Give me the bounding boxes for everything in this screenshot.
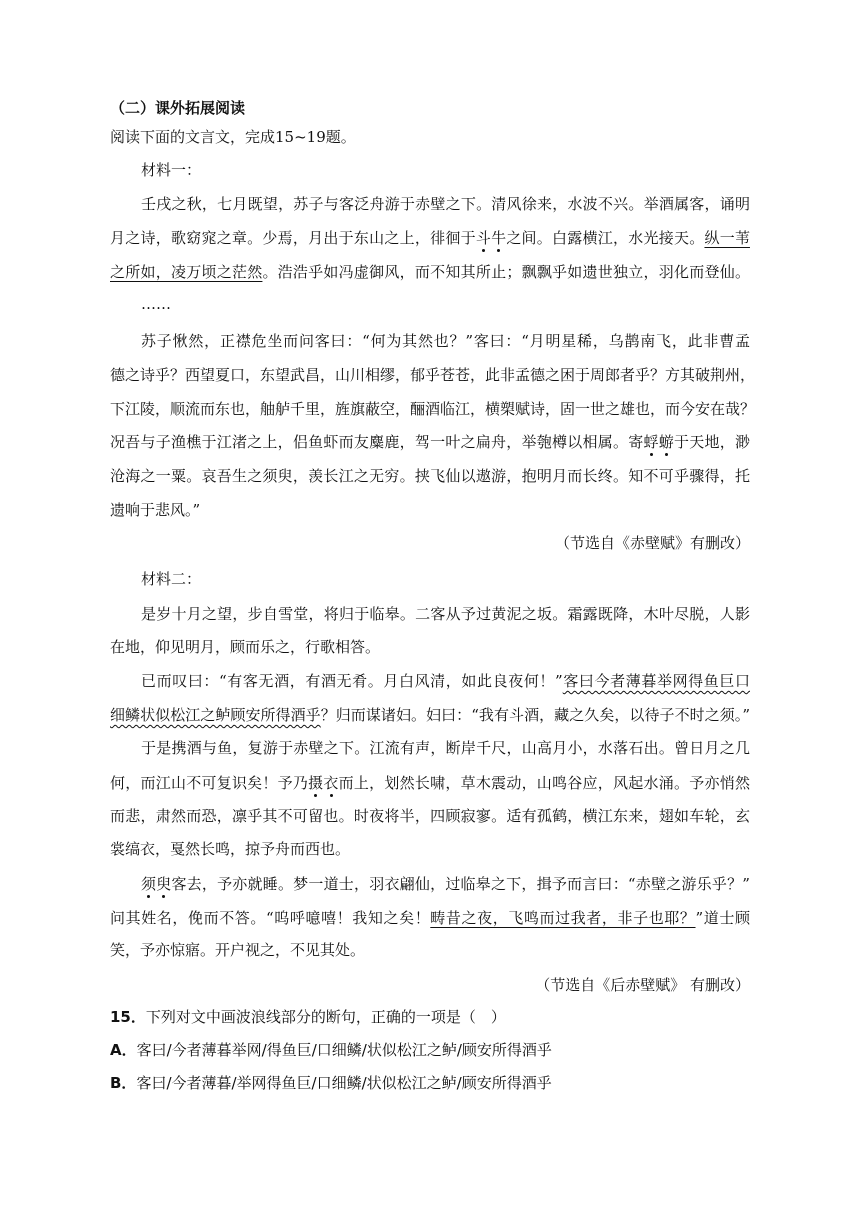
text-run: 而上，划然长啸，草木震动，山鸣谷应，风起水涌。予亦悄然 xyxy=(338,774,750,792)
material1-label: 材料一： xyxy=(141,161,202,179)
m2-p3-line1: 于是携酒与鱼，复游于赤壁之下。江流有声，断岸千尺，山高月小，水落石出。曾日月之几 xyxy=(141,739,750,757)
m2-p1-line1: 是岁十月之望，步自雪堂，将归于临皋。二客从予过黄泥之坂。霜露既降，木叶尽脱，人影 xyxy=(141,605,750,623)
dotted-char: 衣 xyxy=(323,774,339,792)
text-run: 于天地，渺 xyxy=(674,433,750,451)
underlined-phrase: 之所如，凌万顷之茫然 xyxy=(110,263,263,281)
option-text: 客曰/今者薄暮举网/得鱼巨/口细鳞/状似松江之鲈/顾安所得酒乎 xyxy=(136,1041,552,1059)
text-run: 客去，予亦就睡。梦一道士，羽衣翩仙，过临皋之下，揖予而言曰：“赤壁之游乐乎？” xyxy=(171,875,750,893)
option-letter: B． xyxy=(110,1074,137,1092)
m2-p4-line2 xyxy=(110,908,750,928)
wavy-underlined-phrase: 细鳞状似松江之鲈顾安所得酒乎 xyxy=(110,706,321,724)
dotted-char: 牛 xyxy=(491,229,507,247)
m1-p2-line2: 德之诗乎？西望夏口，东望武昌，山川相缪，郁乎苍苍，此非孟德之困于周郎者乎？方其破荆州， xyxy=(110,366,756,384)
m1-p1-line1: 壬戌之秋，七月既望，苏子与客泛舟游于赤壁之下。清风徐来，水波不兴。举酒属客，诵明 xyxy=(141,195,750,213)
m1-p1-line3 xyxy=(110,262,750,282)
dotted-char: 摄 xyxy=(308,774,324,792)
dotted-char: 蜉 xyxy=(643,433,659,451)
dotted-char: 蝣 xyxy=(658,433,674,451)
text-run: 。浩浩乎如冯虚御风，而不知其所止；飘飘乎如遗世独立，羽化而登仙。 xyxy=(262,263,750,281)
dotted-char: 须 xyxy=(141,875,157,893)
dotted-char: 斗 xyxy=(475,229,492,247)
dotted-char: 臾 xyxy=(156,875,172,893)
m2-p3-line2 xyxy=(110,773,750,793)
m2-p4-line3: 笑，予亦惊寤。开户视之，不见其处。 xyxy=(110,941,366,959)
wavy-underlined-phrase: 客曰今者薄暮举网得鱼巨口 xyxy=(562,672,750,690)
text-run: 月之诗，歌窈窕之章。少焉，月出于东山之上，徘徊于 xyxy=(110,229,476,247)
material2-source: （节选自《后赤壁赋》 有删改） xyxy=(535,976,750,994)
option-text: 客曰/今者薄暮/举网得鱼巨/口细鳞/状似松江之鲈/顾安所得酒乎 xyxy=(136,1074,552,1092)
question-15-stem xyxy=(110,1007,750,1027)
m2-p4-line1 xyxy=(141,874,750,894)
text-run: ”道士顾 xyxy=(695,909,750,927)
m1-p1-line2 xyxy=(110,228,750,248)
question-number: 15． xyxy=(110,1008,146,1026)
m2-p3-line3: 而悲，肃然而恐，凛乎其不可留也。时夜将半，四顾寂寥。适有孤鹤，横江东来，翅如车轮，玄 xyxy=(110,807,750,825)
m1-p2-line6: 遗响于悲风。” xyxy=(110,501,201,519)
material1-source: （节选自《赤壁赋》有删改） xyxy=(554,534,750,552)
m1-p2-line1: 苏子愀然，正襟危坐而问客曰：“何为其然也？”客曰：“月明星稀，乌鹊南飞，此非曹孟 xyxy=(141,332,750,350)
question-text: 下列对文中画波浪线部分的断句，正确的一项是（ ） xyxy=(145,1008,506,1026)
m2-p2-line1 xyxy=(141,671,750,691)
material2-label: 材料二： xyxy=(141,570,202,588)
underlined-phrase: 纵一苇 xyxy=(704,229,750,247)
ellipsis: …… xyxy=(141,295,171,313)
m2-p2-line2 xyxy=(110,705,750,725)
text-run: 已而叹曰：“有客无酒，有酒无肴。月白风清，如此良夜何！” xyxy=(141,672,563,690)
text-run: 何，而江山不可复识矣！予乃 xyxy=(110,774,309,792)
option-a[interactable] xyxy=(110,1040,750,1060)
m1-p2-line4 xyxy=(110,432,750,452)
m1-p2-line3: 下江陵，顺流而东也，舳舻千里，旌旗蔽空，酾酒临江，横槊赋诗，固一世之雄也，而今安在哉？ xyxy=(110,400,756,418)
option-letter: A． xyxy=(110,1041,137,1059)
m1-p2-line5: 沧海之一粟。哀吾生之须臾，羡长江之无穷。挟飞仙以遨游，抱明月而长终。知不可乎骤得，托 xyxy=(110,467,750,485)
section-title: （二）课外拓展阅读 xyxy=(110,99,246,117)
text-run: 之间。白露横江，水光接天。 xyxy=(506,229,705,247)
text-run: 况吾与子渔樵于江渚之上，侣鱼虾而友麋鹿，驾一叶之扁舟，举匏樽以相属。寄 xyxy=(110,433,644,451)
m2-p3-line4: 裳缟衣，戛然长鸣，掠予舟而西也。 xyxy=(110,840,351,858)
underlined-phrase: 畴昔之夜，飞鸣而过我者，非子也耶？ xyxy=(430,909,696,927)
option-b[interactable] xyxy=(110,1073,750,1093)
text-run: 问其姓名，俛而不答。“呜呼噫嘻！我知之矣！ xyxy=(110,909,431,927)
instruction: 阅读下面的文言文，完成15~19题。 xyxy=(110,128,356,146)
text-run: ？归而谋诸妇。妇曰：“我有斗酒，藏之久矣，以待子不时之须。” xyxy=(320,706,750,724)
m2-p1-line2: 在地，仰见明月，顾而乐之，行歌相答。 xyxy=(110,638,381,656)
